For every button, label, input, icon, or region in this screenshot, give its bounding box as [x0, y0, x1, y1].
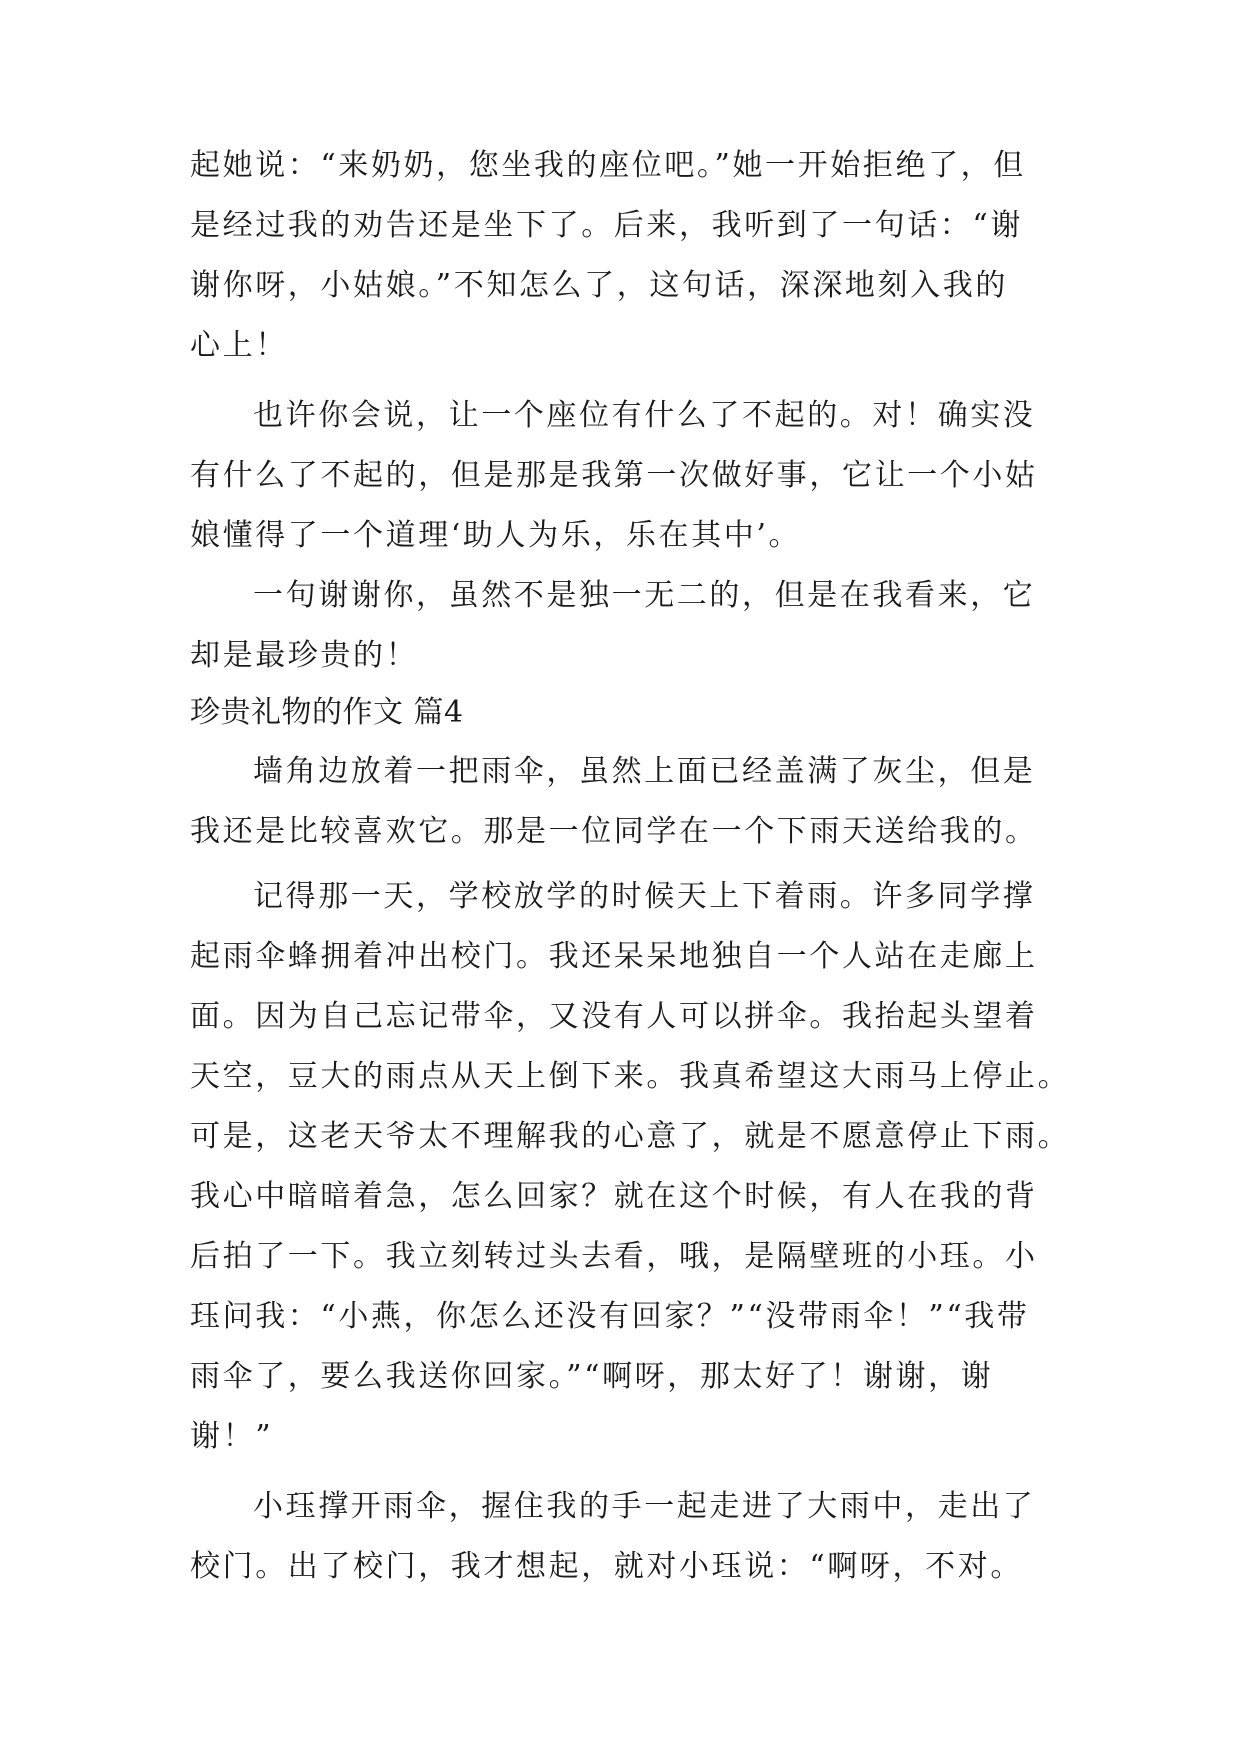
text-line: 我还是比较喜欢它。那是一位同学在一个下雨天送给我的。 [190, 814, 1038, 849]
text-line: 我心中暗暗着急，怎么回家？就在这个时候，有人在我的背 [190, 1179, 1038, 1214]
text-line: 可是，这老天爷太不理解我的心意了，就是不愿意停止下雨。 [190, 1119, 1071, 1154]
text-line: 心上！ [190, 328, 288, 363]
text-line: 却是最珍贵的！ [190, 638, 419, 673]
text-line: 面。因为自己忘记带伞，又没有人可以拼伞。我抬起头望着 [190, 999, 1038, 1034]
text-line: 校门。出了校门，我才想起，就对小珏说：“啊呀，不对。 [190, 1549, 1023, 1584]
paragraph-start-line: 墙角边放着一把雨伞，虽然上面已经盖满了灰尘，但是 [253, 754, 1036, 789]
text-line: 谢！” [190, 1419, 274, 1454]
text-line: 是经过我的劝告还是坐下了。后来，我听到了一句话：“谢 [190, 208, 1023, 243]
paragraph-start-line: 一句谢谢你，虽然不是独一无二的，但是在我看来，它 [253, 578, 1036, 613]
paragraph-start-line: 记得那一天，学校放学的时候天上下着雨。许多同学撑 [253, 879, 1036, 914]
text-line: 起她说：“来奶奶，您坐我的座位吧。”她一开始拒绝了，但 [190, 148, 1026, 183]
text-line: 珏问我：“小燕，你怎么还没有回家？”“没带雨伞！”“我带 [190, 1299, 1030, 1334]
paragraph-start-line: 小珏撑开雨伞，握住我的手一起走进了大雨中，走出了 [253, 1489, 1036, 1524]
text-line: 雨伞了，要么我送你回家。”“啊呀，那太好了！谢谢，谢 [190, 1359, 994, 1394]
text-line: 娘懂得了一个道理‘助人为乐，乐在其中’。 [190, 518, 802, 553]
text-line: 后拍了一下。我立刻转过头去看，哦，是隔壁班的小珏。小 [190, 1239, 1038, 1274]
text-line: 天空，豆大的雨点从天上倒下来。我真希望这大雨马上停止。 [190, 1059, 1071, 1094]
section-heading: 珍贵礼物的作文 篇4 [190, 695, 464, 730]
paragraph-start-line: 也许你会说，让一个座位有什么了不起的。对！确实没 [253, 398, 1036, 433]
text-line: 有什么了不起的，但是那是我第一次做好事，它让一个小姑 [190, 458, 1038, 493]
text-line: 起雨伞蜂拥着冲出校门。我还呆呆地独自一个人站在走廊上 [190, 939, 1038, 974]
text-line: 谢你呀，小姑娘。”不知怎么了，这句话，深深地刻入我的 [190, 268, 1008, 303]
